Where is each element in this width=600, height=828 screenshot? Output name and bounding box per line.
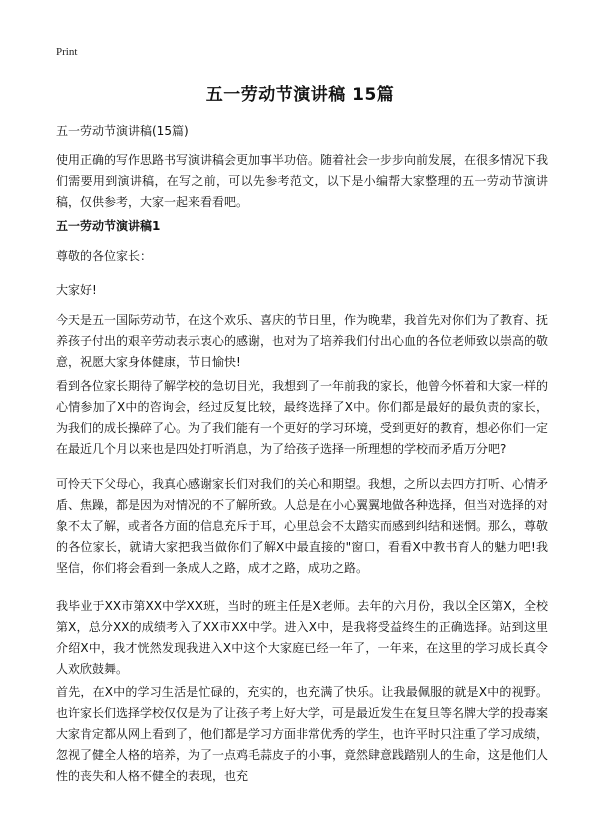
article-subtitle: 五一劳动节演讲稿(15篇) <box>56 124 189 138</box>
section-heading: 五一劳动节演讲稿1 <box>56 219 161 233</box>
greeting-line: 大家好! <box>56 283 97 297</box>
print-link[interactable]: Print <box>56 46 78 58</box>
body-paragraph: 我毕业于XX市第XX中学XX班，当时的班主任是X老师。去年的六月份，我以全区第X，全校第X，总分XX的成绩考入了XX市XX中学。进入X中，是我将受益终生的正确选择。站到这里介绍X中，我才恍然发现我进入X中这个大家庭已经一年了，一年来，在这里的学习成长真令人欢欣鼓舞。 <box>56 599 548 676</box>
intro-paragraph: 使用正确的写作思路书写演讲稿会更加事半功倍。随着社会一步步向前发展，在很多情况下我们需要用到演讲稿，在写之前，可以先参考范文，以下是小编帮大家整理的五一劳动节演讲稿，仅供参考，大家一起来看看吧。 <box>56 153 549 209</box>
body-paragraph: 首先，在X中的学习生活是忙碌的，充实的，也充满了快乐。让我最佩服的就是X中的视野。也许家长们选择学校仅仅是为了让孩子考上好大学，可是最近发生在复旦等名牌大学的投毒案大家肯定都从网上看到了，他们都是学习方面非常优秀的学生，也许平时只注重了学习成绩，忽视了健全人格的培养，为了一点鸡毛蒜皮子的小事，竟然肆意践踏别人的生命，这是他们人性的丧失和人格不健全的表现，也充 <box>56 685 549 783</box>
salutation-line: 尊敬的各位家长： <box>56 249 153 263</box>
page-title: 五一劳动节演讲稿 15篇 <box>205 85 395 105</box>
body-paragraph: 看到各位家长期待了解学校的急切目光，我想到了一年前我的家长，他曾今怀着和大家一样的心情参加了X中的咨询会，经过反复比较，最终选择了X中。你们都是最好的最负责的家长，为我们的成长操碎了心。为了我们能有一个更好的学习环境，受到更好的教育，想必你们一定在最近几个月以来也是四处打听消息，为了给孩子选择一所理想的学校而矛盾万分吧? <box>56 379 549 456</box>
body-paragraph: 今天是五一国际劳动节，在这个欢乐、喜庆的节日里，作为晚辈，我首先对你们为了教育、抚养孩子付出的艰辛劳动表示衷心的感谢，也对为了培养我们付出心血的各位老师致以崇高的敬意，祝愿大家身体健康，节日愉快! <box>56 313 549 369</box>
body-paragraph: 可怜天下父母心，我真心感谢家长们对我们的关心和期望。我想，之所以去四方打听、心情矛盾、焦躁，都是因为对情况的不了解所致。人总是在小心翼翼地做各种选择，但当对选择的对象不太了解，或者各方面的信息充斥于耳，心里总会不太踏实而感到纠结和迷惘。那么，尊敬的各位家长，就请大家把我当做你们了解X中最直接的"窗口，看看X中教书育人的魅力吧!我坚信，你们将会看到一条成人之路，成才之路，成功之路。 <box>56 477 549 575</box>
